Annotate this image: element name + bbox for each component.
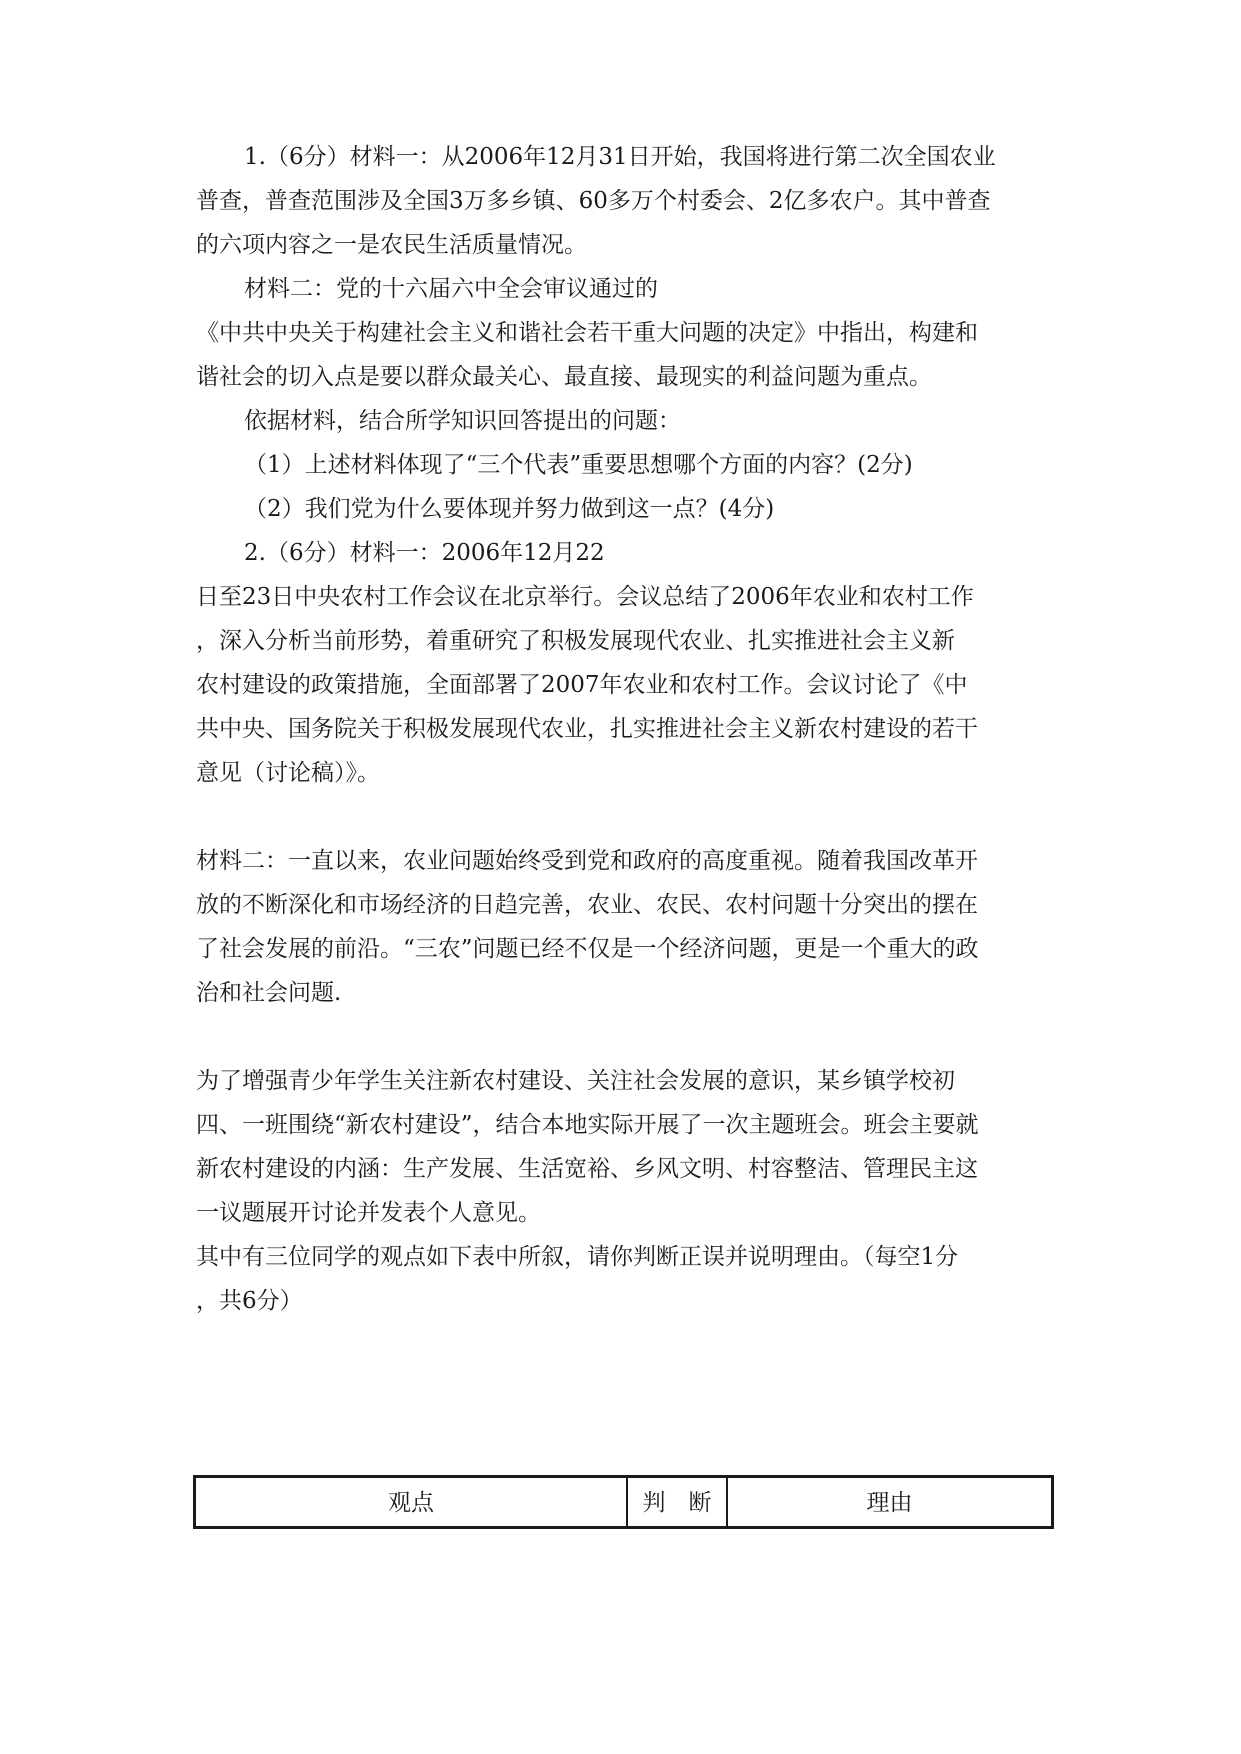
- header-judgement: 判 断: [642, 1490, 712, 1516]
- q1-line-1: 1.（6分）材料一：从2006年12月31日开始，我国将进行第二次全国农业: [244, 144, 996, 170]
- q2-instruction-line-2: ，共6分）: [196, 1288, 303, 1314]
- q1-line-3: 的六项内容之一是农民生活质量情况。: [196, 232, 587, 258]
- opinion-table: [193, 1475, 1054, 1529]
- q2-material2-line-1: 材料二：一直以来，农业问题始终受到党和政府的高度重视。随着我国改革开: [196, 848, 978, 874]
- table-header-cell: [727, 1477, 1053, 1528]
- q2-line-4: 农村建设的政策措施，全面部署了2007年农业和农村工作。会议讨论了《中: [196, 672, 968, 698]
- q1-line-4: 材料二：党的十六届六中全会审议通过的: [244, 276, 658, 302]
- header-opinion: 观点: [388, 1490, 434, 1516]
- q2-line-6: 意见（讨论稿）》。: [196, 760, 380, 786]
- q2-material2-line-3: 了社会发展的前沿。“三农”问题已经不仅是一个经济问题，更是一个重大的政: [196, 936, 979, 962]
- q1-subquestion-2: （2）我们党为什么要体现并努力做到这一点？(4分): [244, 496, 775, 522]
- header-reason: 理由: [866, 1490, 913, 1516]
- q1-line-2: 普查，普查范围涉及全国3万多乡镇、60多万个村委会、2亿多农户。其中普查: [196, 188, 991, 214]
- table-header-cell: [195, 1477, 628, 1528]
- q2-material2-line-4: 治和社会问题.: [196, 980, 342, 1006]
- q2-context-line-3: 新农村建设的内涵：生产发展、生活宽裕、乡风文明、村容整洁、管理民主这: [196, 1156, 978, 1182]
- q2-context-line-1: 为了增强青少年学生关注新农村建设、关注社会发展的意识，某乡镇学校初: [196, 1068, 955, 1094]
- q1-subquestion-1: （1）上述材料体现了“三个代表”重要思想哪个方面的内容？(2分): [244, 452, 913, 478]
- q2-instruction-line-1: 其中有三位同学的观点如下表中所叙，请你判断正误并说明理由。（每空1分: [196, 1244, 959, 1270]
- table-header-row: [195, 1477, 1053, 1528]
- q2-context-line-2: 四、一班围绕“新农村建设”，结合本地实际开展了一次主题班会。班会主要就: [196, 1112, 979, 1138]
- q2-line-5: 共中央、国务院关于积极发展现代农业，扎实推进社会主义新农村建设的若干: [196, 716, 978, 742]
- q2-line-1: 2.（6分）材料一：2006年12月22: [244, 540, 605, 566]
- q1-line-5: 《中共中央关于构建社会主义和谐社会若干重大问题的决定》中指出，构建和: [196, 320, 978, 346]
- table-header-cell: [627, 1477, 727, 1528]
- q2-material2-line-2: 放的不断深化和市场经济的日趋完善，农业、农民、农村问题十分突出的摆在: [196, 892, 978, 918]
- q2-line-2: 日至23日中央农村工作会议在北京举行。会议总结了2006年农业和农村工作: [196, 584, 974, 610]
- q1-line-6: 谐社会的切入点是要以群众最关心、最直接、最现实的利益问题为重点。: [196, 364, 932, 390]
- q2-context-line-4: 一议题展开讨论并发表个人意见。: [196, 1200, 541, 1226]
- q1-line-7: 依据材料，结合所学知识回答提出的问题：: [244, 408, 681, 434]
- q2-line-3: ，深入分析当前形势，着重研究了积极发展现代农业、扎实推进社会主义新: [196, 628, 955, 654]
